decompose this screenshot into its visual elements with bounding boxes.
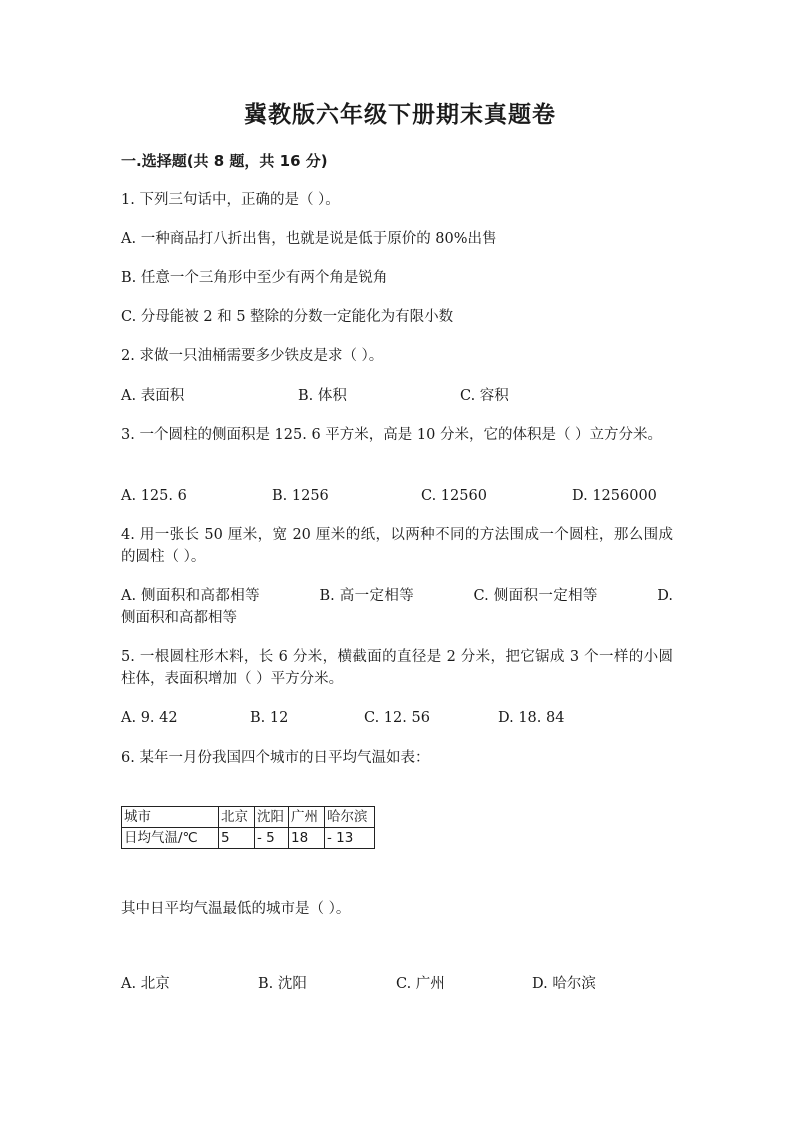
question-4-options: A. 侧面积和高都相等 B. 高一定相等 C. 侧面积一定相等 D. 侧面积和高都相等 xyxy=(121,588,673,626)
question-2-stem: 2. 求做一只油桶需要多少铁皮是求（ ）。 xyxy=(121,348,384,364)
question-6-option-d: D. 哈尔滨 xyxy=(532,976,596,992)
question-3-option-b: B. 1256 xyxy=(272,488,329,504)
question-4-stem: 4. 用一张长 50 厘米，宽 20 厘米的纸，以两种不同的方法围成一个圆柱，那么围成的圆柱（ ）。 xyxy=(121,527,673,565)
table-header-cell: 哈尔滨 xyxy=(325,807,375,828)
table-cell: 5 xyxy=(219,828,255,849)
table-header-cell: 城市 xyxy=(122,807,219,828)
question-3-option-c: C. 12560 xyxy=(421,488,487,504)
question-6-option-b: B. 沈阳 xyxy=(258,976,307,992)
temperature-table xyxy=(121,806,375,849)
section-heading: 一.选择题(共 8 题，共 16 分) xyxy=(121,152,328,170)
question-5-option-a: A. 9. 42 xyxy=(121,710,178,726)
question-3-option-a: A. 125. 6 xyxy=(121,488,187,504)
question-5-option-c: C. 12. 56 xyxy=(364,710,430,726)
question-1-option-c: C. 分母能被 2 和 5 整除的分数一定能化为有限小数 xyxy=(121,309,454,325)
table-header-cell: 北京 xyxy=(219,807,255,828)
question-5-option-d: D. 18. 84 xyxy=(498,710,565,726)
question-1-option-a: A. 一种商品打八折出售，也就是说是低于原价的 80%出售 xyxy=(121,231,497,247)
question-5-stem: 5. 一根圆柱形木料，长 6 分米，横截面的直径是 2 分米，把它锯成 3 个一样的小圆柱体，表面积增加（ ）平方分米。 xyxy=(121,649,673,687)
question-2-option-b: B. 体积 xyxy=(298,388,347,404)
question-5-option-b: B. 12 xyxy=(250,710,289,726)
table-cell: 18 xyxy=(289,828,325,849)
table-row xyxy=(122,828,375,849)
question-3-option-d: D. 1256000 xyxy=(572,488,657,504)
question-6-stem: 6. 某年一月份我国四个城市的日平均气温如表： xyxy=(121,750,430,766)
table-cell: - 5 xyxy=(255,828,289,849)
question-2-option-c: C. 容积 xyxy=(460,388,509,404)
table-header-row xyxy=(122,807,375,828)
table-cell: 日均气温/℃ xyxy=(122,828,219,849)
question-3-stem: 3. 一个圆柱的侧面积是 125. 6 平方米，高是 10 分米，它的体积是（ ）立方分米。 xyxy=(121,427,663,443)
page-title: 冀教版六年级下册期末真题卷 xyxy=(244,102,556,128)
question-6-option-a: A. 北京 xyxy=(121,976,170,992)
question-1-stem: 1. 下列三句话中，正确的是（ ）。 xyxy=(121,192,340,208)
table-header-cell: 广州 xyxy=(289,807,325,828)
table-cell: - 13 xyxy=(325,828,375,849)
question-1-option-b: B. 任意一个三角形中至少有两个角是锐角 xyxy=(121,270,388,286)
table-header-cell: 沈阳 xyxy=(255,807,289,828)
question-6-question: 其中日平均气温最低的城市是（ ）。 xyxy=(121,901,351,917)
question-6-option-c: C. 广州 xyxy=(396,976,445,992)
question-2-option-a: A. 表面积 xyxy=(121,388,185,404)
